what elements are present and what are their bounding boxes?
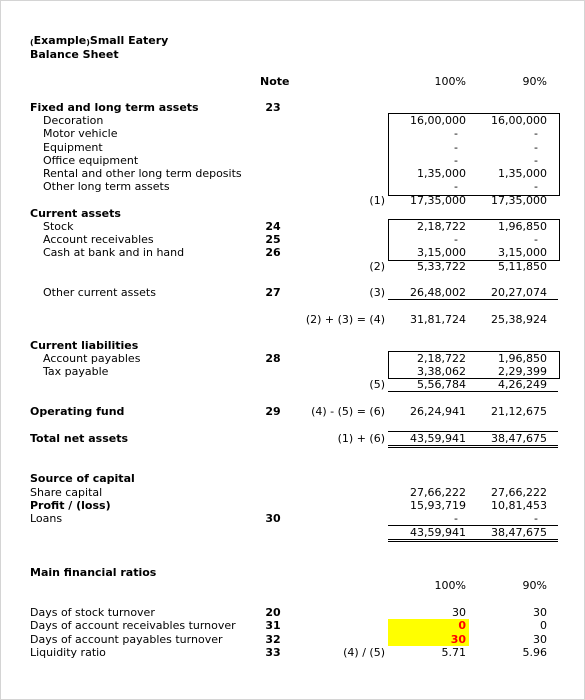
current-row-note: 26 — [265, 246, 281, 259]
ratio-row-value-90: 30 — [533, 606, 547, 619]
current-sum-value-90: 25,38,924 — [491, 313, 547, 326]
capital-row-value-100: 27,66,222 — [410, 486, 466, 499]
ratio-row-label: Liquidity ratio — [30, 646, 106, 659]
capital-row-note: 30 — [265, 512, 281, 525]
liability-row-value-100: 3,38,062 — [417, 365, 466, 378]
ratios-heading: Main financial ratios — [30, 566, 157, 579]
ratio-row-value-100-alert: 30 — [450, 633, 466, 646]
liabilities-heading: Current liabilities — [30, 339, 139, 352]
fixed-row-value-90: - — [534, 154, 538, 167]
title-company-name: Small Eatery — [89, 34, 169, 47]
capital-row-value-90: 10,81,453 — [491, 499, 547, 512]
liability-row-value-90: 1,96,850 — [498, 352, 547, 365]
fixed-row-value-90: - — [534, 127, 538, 140]
fixed-row-value-90: 16,00,000 — [491, 114, 547, 127]
fixed-total-value-100: 17,35,000 — [410, 194, 466, 207]
liabilities-total-rule — [388, 391, 558, 392]
col1-header: 100% — [434, 75, 466, 88]
fixed-assets-note: 23 — [265, 101, 281, 114]
note-column-header: Note — [260, 75, 290, 88]
fixed-row-label: Decoration — [43, 114, 104, 127]
other-current-assets-rule — [388, 299, 558, 300]
current-row-note: 25 — [265, 233, 281, 246]
other-current-assets-note: 27 — [265, 286, 281, 299]
capital-heading: Source of capital — [30, 472, 135, 485]
liabilities-total-value-90: 4,26,249 — [498, 378, 547, 391]
ratio-row-tag: (4) / (5) — [343, 646, 385, 659]
net-assets-value-100: 43,59,941 — [410, 432, 466, 445]
fixed-row-value-90: - — [534, 180, 538, 193]
operating-fund-value-90: 21,12,675 — [491, 405, 547, 418]
capital-row-value-100: - — [454, 512, 458, 525]
fixed-row-value-100: 1,35,000 — [417, 167, 466, 180]
fixed-row-label: Other long term assets — [43, 180, 170, 193]
fixed-total-tag: (1) — [369, 194, 385, 207]
fixed-row-value-100: - — [454, 127, 458, 140]
ratio-row-note: 20 — [265, 606, 281, 619]
liability-row-value-90: 2,29,399 — [498, 365, 547, 378]
company-title — [30, 34, 168, 49]
ratio-row-note: 32 — [265, 633, 281, 646]
current-row-label: Account receivables — [43, 233, 154, 246]
ratio-row-label: Days of stock turnover — [30, 606, 155, 619]
net-assets-double-rule — [388, 445, 558, 448]
capital-row-value-90: 27,66,222 — [491, 486, 547, 499]
current-total-tag: (2) — [369, 260, 385, 273]
fixed-assets-heading: Fixed and long term assets — [30, 101, 199, 114]
current-total-value-90: 5,11,850 — [498, 260, 547, 273]
net-assets-value-90: 38,47,675 — [491, 432, 547, 445]
ratio-row-label: Days of account payables turnover — [30, 633, 223, 646]
ratios-col1-header: 100% — [434, 579, 466, 592]
ratio-row-label: Days of account receivables turnover — [30, 619, 236, 632]
current-sum-tag: (2) + (3) = (4) — [305, 313, 385, 326]
sheet-subtitle: Balance Sheet — [30, 48, 119, 61]
ratio-row-note: 31 — [265, 619, 281, 632]
liabilities-total-tag: (5) — [369, 378, 385, 391]
capital-row-label: Loans — [30, 512, 63, 525]
capital-row-label: Share capital — [30, 486, 103, 499]
fixed-row-value-90: 1,35,000 — [498, 167, 547, 180]
capital-row-value-90: - — [534, 512, 538, 525]
fixed-row-label: Motor vehicle — [43, 127, 118, 140]
operating-fund-note: 29 — [265, 405, 281, 418]
fixed-row-value-100: - — [454, 141, 458, 154]
title-prefix-open: ( — [30, 38, 34, 47]
current-row-value-90: 3,15,000 — [498, 246, 547, 259]
capital-row-value-100: 15,93,719 — [410, 499, 466, 512]
operating-fund-label: Operating fund — [30, 405, 125, 418]
fixed-row-value-100: 16,00,000 — [410, 114, 466, 127]
current-row-value-90: 1,96,850 — [498, 220, 547, 233]
ratio-row-value-100-alert: 0 — [458, 619, 466, 632]
current-row-note: 24 — [265, 220, 281, 233]
current-row-value-90: - — [534, 233, 538, 246]
ratio-row-value-90: 0 — [540, 619, 547, 632]
ratio-row-note: 33 — [265, 646, 281, 659]
current-row-value-100: 2,18,722 — [417, 220, 466, 233]
other-current-assets-label: Other current assets — [43, 286, 156, 299]
operating-fund-value-100: 26,24,941 — [410, 405, 466, 418]
fixed-row-label: Equipment — [43, 141, 103, 154]
liability-row-label: Tax payable — [43, 365, 109, 378]
operating-fund-tag: (4) - (5) = (6) — [311, 405, 385, 418]
ratios-col2-header: 90% — [522, 579, 547, 592]
ratio-row-value-100: 30 — [452, 606, 466, 619]
capital-total-value-100: 43,59,941 — [410, 526, 466, 539]
other-current-assets-tag: (3) — [369, 286, 385, 299]
ratio-row-value-100: 5.71 — [441, 646, 466, 659]
net-assets-tag: (1) + (6) — [337, 432, 385, 445]
capital-total-double-rule — [388, 539, 558, 542]
capital-row-label: Profit / (loss) — [30, 499, 111, 512]
fixed-row-value-100: - — [454, 154, 458, 167]
fixed-row-value-90: - — [534, 141, 538, 154]
fixed-row-value-100: - — [454, 180, 458, 193]
other-current-assets-value-90: 20,27,074 — [491, 286, 547, 299]
current-total-value-100: 5,33,722 — [417, 260, 466, 273]
fixed-total-value-90: 17,35,000 — [491, 194, 547, 207]
liability-row-note: 28 — [265, 352, 281, 365]
liabilities-total-value-100: 5,56,784 — [417, 378, 466, 391]
current-row-label: Cash at bank and in hand — [43, 246, 185, 259]
liability-row-label: Account payables — [43, 352, 141, 365]
other-current-assets-value-100: 26,48,002 — [410, 286, 466, 299]
title-prefix-word: Example — [33, 34, 87, 47]
title-prefix-close: ) — [86, 38, 90, 47]
current-row-label: Stock — [43, 220, 74, 233]
ratio-row-value-90: 5.96 — [522, 646, 547, 659]
fixed-row-label: Rental and other long term deposits — [43, 167, 242, 180]
capital-total-value-90: 38,47,675 — [491, 526, 547, 539]
current-sum-value-100: 31,81,724 — [410, 313, 466, 326]
col2-header: 90% — [522, 75, 547, 88]
fixed-row-label: Office equipment — [43, 154, 139, 167]
liability-row-value-100: 2,18,722 — [417, 352, 466, 365]
current-row-value-100: - — [454, 233, 458, 246]
ratio-row-value-90: 30 — [533, 633, 547, 646]
current-row-value-100: 3,15,000 — [417, 246, 466, 259]
net-assets-label: Total net assets — [30, 432, 129, 445]
current-assets-heading: Current assets — [30, 207, 121, 220]
